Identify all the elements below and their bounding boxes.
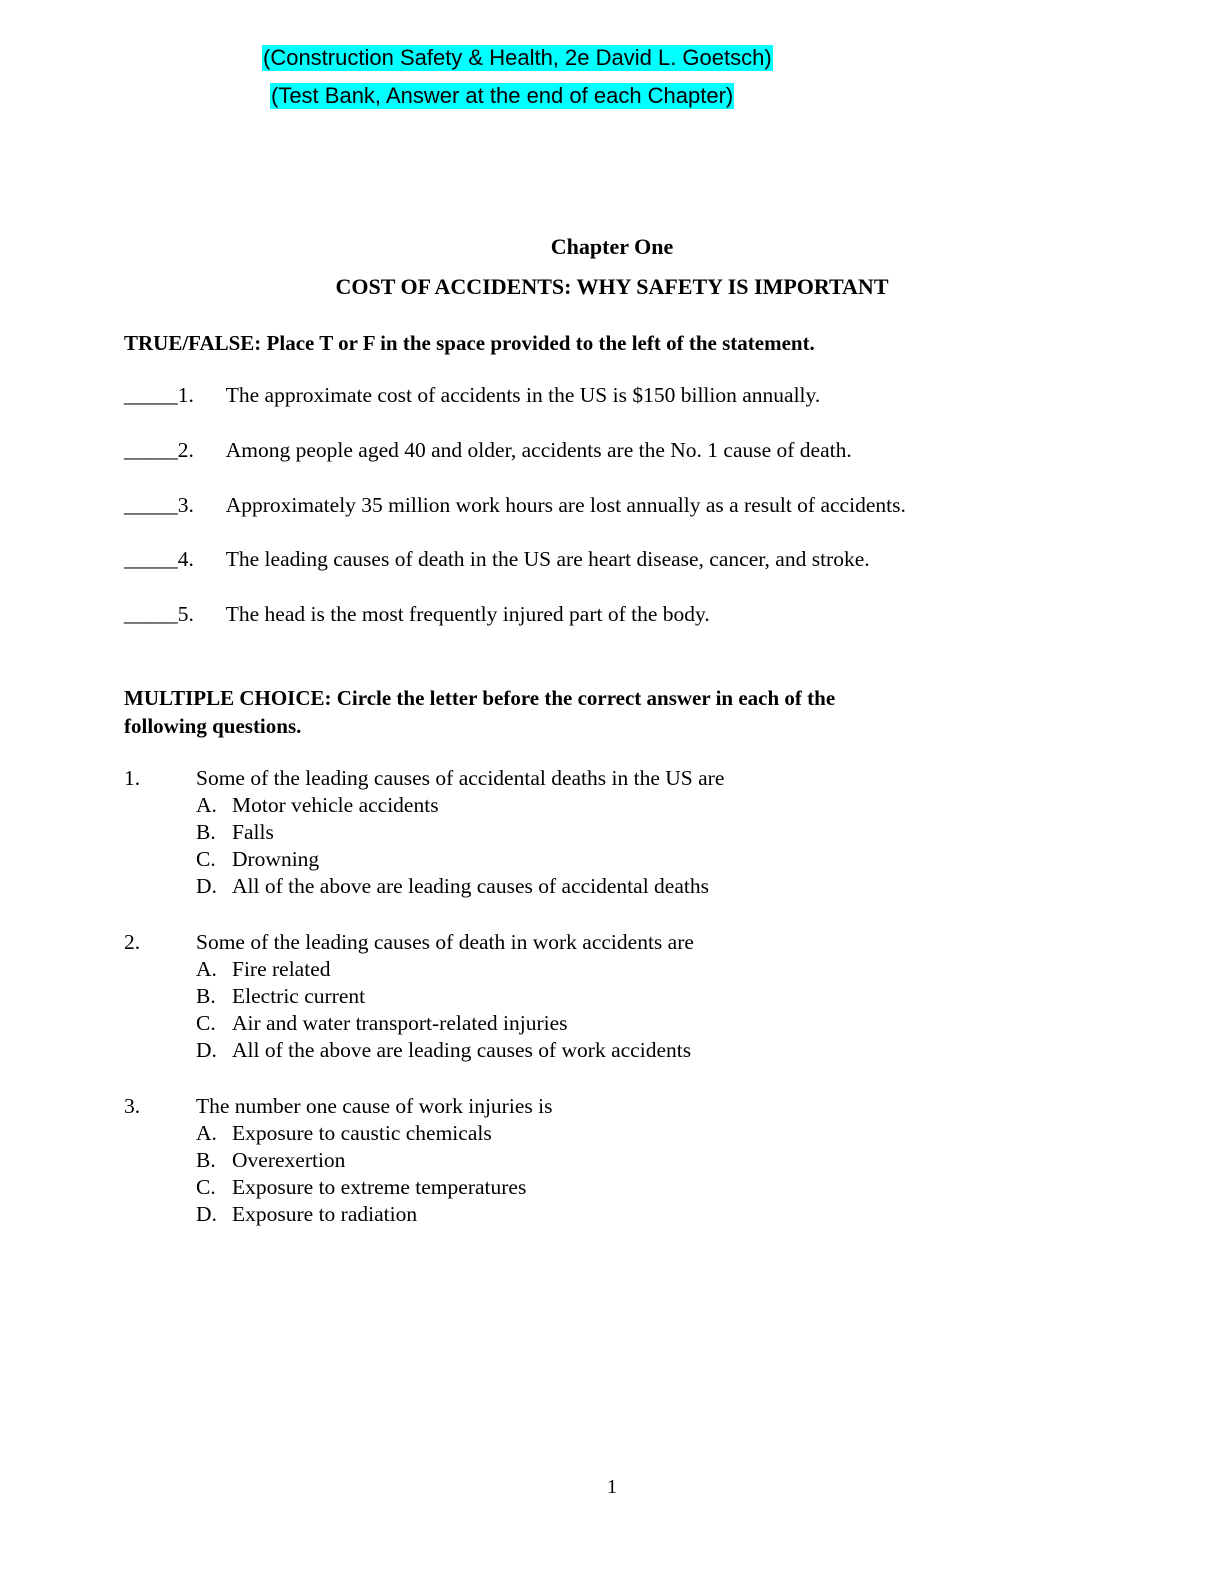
question-number: 3. — [124, 1094, 141, 1118]
answer-option[interactable] — [124, 846, 724, 873]
answer-option[interactable] — [124, 1120, 552, 1147]
option-letter[interactable]: D. — [196, 874, 217, 898]
multiple-choice-instructions — [124, 684, 835, 740]
header-line-1: (Construction Safety & Health, 2e David L. Goetsch) — [263, 45, 772, 70]
option-text: Drowning — [232, 847, 320, 871]
page-number: 1 — [607, 1476, 617, 1498]
option-text: Exposure to extreme temperatures — [232, 1175, 527, 1199]
option-letter[interactable]: C. — [196, 847, 216, 871]
chapter-subtitle: COST OF ACCIDENTS: WHY SAFETY IS IMPORTANT — [335, 274, 889, 299]
tf-statement: Approximately 35 million work hours are lost annually as a result of accidents. — [225, 493, 906, 517]
option-text: All of the above are leading causes of accidental deaths — [232, 874, 709, 898]
option-letter[interactable]: D. — [196, 1038, 217, 1062]
tf-statement: The leading causes of death in the US are heart disease, cancer, and stroke. — [225, 547, 870, 571]
answer-blank[interactable]: _____ — [124, 602, 178, 626]
answer-blank[interactable]: _____ — [124, 547, 178, 571]
chapter-title: Chapter One — [550, 234, 674, 259]
tf-item — [124, 493, 906, 518]
tf-statement: Among people aged 40 and older, accidents are the No. 1 cause of death. — [225, 438, 852, 462]
tf-item — [124, 383, 820, 408]
answer-option[interactable] — [124, 819, 724, 846]
option-letter[interactable]: B. — [196, 820, 216, 844]
answer-blank[interactable]: _____ — [124, 493, 178, 517]
question-text: Some of the leading causes of accidental deaths in the US are — [196, 766, 725, 790]
option-text: Exposure to caustic chemicals — [232, 1121, 492, 1145]
tf-item — [124, 602, 710, 627]
answer-option[interactable] — [124, 983, 694, 1010]
option-letter[interactable]: C. — [196, 1011, 216, 1035]
tf-statement: The approximate cost of accidents in the US is $150 billion annually. — [225, 383, 821, 407]
option-letter[interactable]: C. — [196, 1175, 216, 1199]
tf-item — [124, 547, 870, 572]
option-text: Motor vehicle accidents — [232, 793, 439, 817]
option-letter[interactable]: A. — [196, 1121, 217, 1145]
answer-option[interactable] — [124, 956, 694, 983]
tf-item — [124, 438, 852, 463]
option-letter[interactable]: A. — [196, 793, 217, 817]
question-text: Some of the leading causes of death in work accidents are — [196, 930, 694, 954]
answer-option[interactable] — [124, 1010, 694, 1037]
option-text: Electric current — [232, 984, 366, 1008]
answer-option[interactable] — [124, 1174, 552, 1201]
answer-option[interactable] — [124, 1147, 552, 1174]
tf-number: 1. — [177, 383, 194, 407]
tf-statement: The head is the most frequently injured part of the body. — [225, 602, 710, 626]
answer-option[interactable] — [124, 1201, 552, 1228]
option-text: Overexertion — [232, 1148, 346, 1172]
answer-option[interactable] — [124, 792, 724, 819]
option-letter[interactable]: D. — [196, 1202, 217, 1226]
option-text: Falls — [232, 820, 274, 844]
header-line-2: (Test Bank, Answer at the end of each Chapter) — [271, 83, 734, 108]
tf-number: 2. — [177, 438, 194, 462]
question-text: The number one cause of work injuries is — [196, 1094, 553, 1118]
mc-question — [124, 929, 694, 1064]
option-letter[interactable]: B. — [196, 984, 216, 1008]
question-number: 1. — [124, 766, 141, 790]
mc-question — [124, 765, 724, 900]
option-text: All of the above are leading causes of work accidents — [232, 1038, 692, 1062]
mc-question — [124, 1093, 552, 1228]
tf-number: 4. — [177, 547, 194, 571]
option-text: Fire related — [232, 957, 331, 981]
answer-blank[interactable]: _____ — [124, 383, 178, 407]
mc-instructions-line-2: following questions. — [124, 714, 302, 738]
mc-instructions-line-1: MULTIPLE CHOICE: Circle the letter before the correct answer in each of the — [124, 686, 836, 710]
true-false-instructions: TRUE/FALSE: Place T or F in the space provided to the left of the statement. — [124, 331, 815, 355]
tf-number: 3. — [177, 493, 194, 517]
option-letter[interactable]: B. — [196, 1148, 216, 1172]
tf-number: 5. — [177, 602, 194, 626]
answer-option[interactable] — [124, 1037, 694, 1064]
option-text: Exposure to radiation — [232, 1202, 418, 1226]
option-letter[interactable]: A. — [196, 957, 217, 981]
option-text: Air and water transport-related injuries — [232, 1011, 568, 1035]
question-number: 2. — [124, 930, 141, 954]
answer-option[interactable] — [124, 873, 724, 900]
answer-blank[interactable]: _____ — [124, 438, 178, 462]
